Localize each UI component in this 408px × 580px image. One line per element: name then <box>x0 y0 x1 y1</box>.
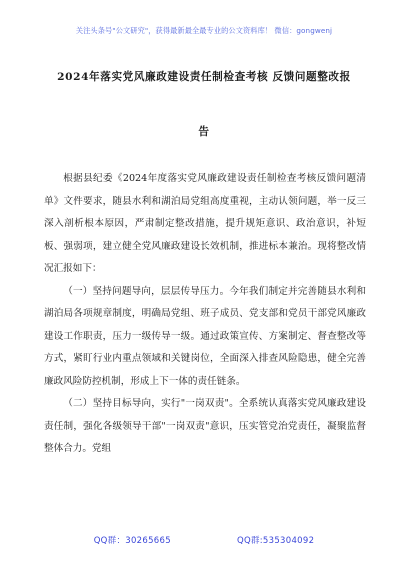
paragraph-section-1: （一）坚持问题导向，层层传导压力。今年我们制定并完善随县水利和湖泊局各项规章制度，明确局党组、班子成员、党支部和党员干部党风廉政建设工作职责，压力一级传导一级。通过政策宣传、方案制定、督查整改等方式，紧盯行业内重点领域和关键岗位，全面深入排查风险隐患，健全完善廉政风险防控机制，形成上下一体的责任链条。 <box>44 285 366 387</box>
paragraph-intro: 根据县纪委《2024年度落实党风廉政建设责任制检查考核反馈问题清单》文件要求，随县水利和湖泊局党组高度重视，主动认领问题，举一反三深入剖析根本原因，严肃制定整改措施，提升规矩意识、政治意识，补短板、强弱项，建立健全党风廉政建设长效机制，推进标本兼治。现将整改情况汇报如下： <box>44 173 366 274</box>
footer-qq-group-1: QQ群：30265665 <box>93 536 171 546</box>
document-title-continued: 告 <box>198 126 210 138</box>
footer <box>0 534 408 546</box>
document-title: 2024年落实党风廉政建设责任制检查考核 反馈问题整改报 <box>57 71 351 83</box>
document-body <box>44 168 366 461</box>
paragraph-section-2: （二）坚持目标导向，实行"一岗双责"。全系统认真落实党风廉政建设责任制，强化各级领导干部"一岗双责"意识，压实管党治党责任，凝聚监督整体合力。党组 <box>44 398 366 454</box>
footer-qq-group-2: QQ群:535304092 <box>236 536 315 546</box>
header-banner: 关注头条号"公文研究"，获得最新最全最专业的公文资料库！ 微信：gongwenj <box>75 26 333 35</box>
